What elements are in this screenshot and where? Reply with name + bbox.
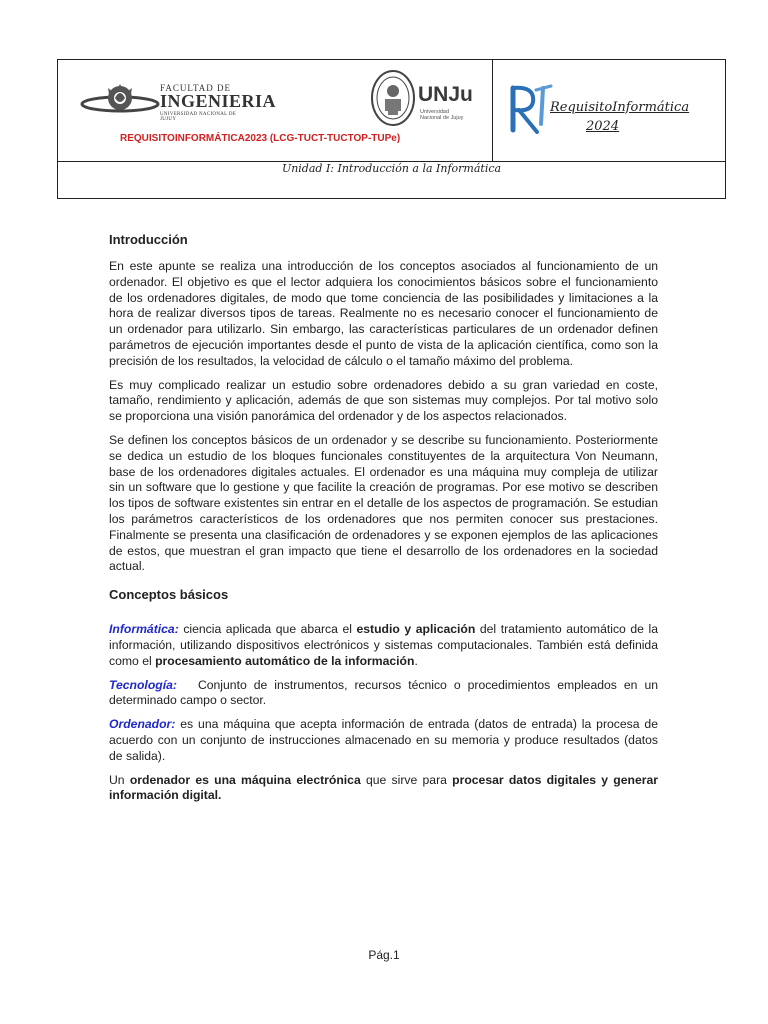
course-code: REQUISITOINFORMÁTICA2023 (LCG-TUCT-TUCTOP-TUPe)	[120, 133, 401, 144]
informatica-text-2: del tratamiento automático de la información, utilizando dispositivos electrónicos y sistemas computacionales. También está definida como el	[109, 622, 658, 668]
tecnologia-text: Conjunto de instrumentos, recursos técnico o procedimientos empleados en un determinado campo o sector.	[109, 677, 662, 708]
intro-paragraph-3: Se definen los conceptos básicos de un ordenador y se describe su funcionamiento. Posteriormente se dedica un estudio de los bloques funcionales constituyentes de la arquitectura Von Neumann, base de los ordenadores digitales actuales. El ordenador es una máquina muy compleja de utilizar sin un software que lo gestione y que facilite la creación de programas. Por ese motivo se describen los tipos de software existentes sin entrar en el detalle de los aspectos de programación. Se estudian los parámetros característicos de los ordenadores que nos permiten conocer sus prestaciones. Finalmente se presenta una clasificación de ordenadores y se exponen ejemplos de las aplicaciones de estos, que muestran el gran impacto que tiene el desarrollo de los ordenadores en la sociedad actual.	[109, 432, 658, 574]
unju-subtitle	[420, 109, 463, 121]
informatica-text-1: ciencia aplicada que abarca el	[178, 622, 357, 637]
intro-heading: Introducción	[109, 232, 188, 247]
unju-subtitle-line2: Nacional de Jujuy	[420, 115, 464, 121]
concepts-heading: Conceptos básicos	[109, 587, 229, 603]
summary-bold-1: ordenador es una máquina electrónica	[129, 772, 361, 787]
term-ordenador: Ordenador:	[109, 717, 176, 732]
fi-logo-line1: FACULTAD DE	[160, 83, 232, 93]
intro-paragraph-2: Es muy complicado realizar un estudio sobre ordenadores debido a su gran variedad en coste, tamaño, rendimiento y aplicación, además de que son sistemas muy complejos. Por tal motivo solo se proporciona una visión panorámica del ordenador y de los aspectos relacionados.	[109, 377, 658, 424]
term-tecnologia: Tecnología:	[109, 677, 177, 692]
summary-text-1: Un	[109, 772, 130, 787]
definition-informatica	[109, 622, 658, 669]
program-year: 2024	[586, 119, 620, 134]
informatica-bold-2: procesamiento automático de la información	[155, 653, 415, 668]
informatica-bold-1: estudio y aplicación	[356, 622, 476, 637]
intro-paragraph-1: En este apunte se realiza una introducción de los conceptos asociados al funcionamiento de un ordenador. El objetivo es que el lector adquiera los conocimientos básicos sobre el funcionamiento de los ordenadores digitales, de modo que tome conciencia de las posibilidades y limitaciones a la hora de realizar diversos tipos de tareas. Realmente no es necesario conocer el funcionamiento de un ordenador para utilizarlo. Sin embargo, las características particulares de un ordenador definen parámetros de ejecución importantes desde el punto de vista de la aplicación científica, como son la precisión de los resultados, la velocidad de cálculo o el tamaño máximo del problema.	[109, 259, 658, 368]
fi-logo-line2: INGENIERIA	[160, 91, 277, 111]
unit-title: Unidad I: Introducción a la Informática	[281, 162, 502, 175]
unju-subtitle-line1: Universidad	[420, 109, 450, 115]
term-informatica: Informática:	[109, 622, 179, 637]
definition-tecnologia	[109, 677, 662, 710]
informatica-text-3: .	[414, 653, 418, 668]
header-column-divider	[492, 60, 493, 161]
fi-logo-line3: UNIVERSIDAD NACIONAL DE JUJUY	[160, 112, 237, 122]
facultad-ingenieria-logo	[80, 80, 277, 122]
document-header-table	[57, 59, 726, 199]
header-logo-row	[58, 60, 725, 162]
program-title: RequisitoInformática	[550, 100, 690, 115]
unju-name: UNJu	[418, 83, 473, 106]
page-number: Pág.1	[368, 948, 400, 962]
definition-ordenador	[109, 717, 658, 764]
unju-logo	[370, 69, 480, 131]
ordenador-text: es una máquina que acepta información de entrada (datos de entrada) la procesa de acuerdo con un conjunto de instrucciones almacenado en su memoria y produce resultados (datos de salida).	[109, 717, 658, 763]
unju-seal-icon	[370, 69, 416, 127]
summary-bold-2: procesar datos digitales y generar información digital.	[109, 772, 659, 803]
engineering-emblem-icon	[80, 80, 160, 120]
ordenador-summary	[109, 773, 658, 805]
summary-text-2: que sirve para	[360, 772, 453, 787]
document-body	[109, 232, 662, 812]
